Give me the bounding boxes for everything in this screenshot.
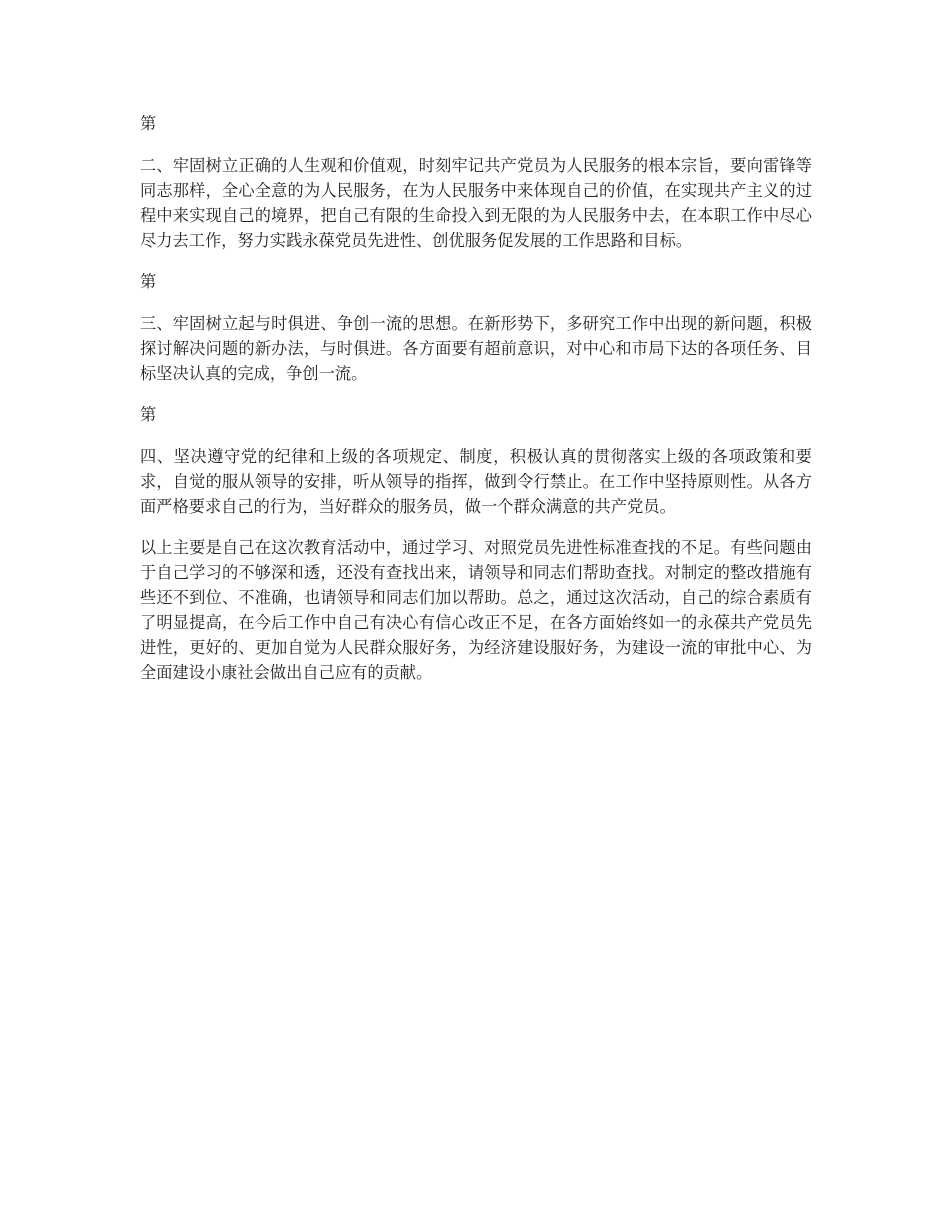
section-four-paragraph: 四、坚决遵守党的纪律和上级的各项规定、制度，积极认真的贯彻落实上级的各项政策和要求，自觉的服从领导的安排，听从领导的指挥，做到令行禁止。在工作中坚持原则性。从各方面严格要求自己的行为，当好群众的服务员，做一个群众满意的共产党员。: [140, 447, 812, 516]
document-body: [140, 111, 812, 701]
section-marker: 第: [140, 272, 157, 291]
section-marker: 第: [140, 114, 157, 133]
section-two-paragraph: 二、牢固树立正确的人生观和价值观，时刻牢记共产党员为人民服务的根本宗旨，要向雷锋等同志那样，全心全意的为人民服务，在为人民服务中来体现自己的价值，在实现共产主义的过程中来实现自己的境界，把自己有限的生命投入到无限的为人民服务中去，在本职工作中尽心尽力去工作，努力实践永葆党员先进性、创优服务促发展的工作思路和目标。: [140, 156, 812, 250]
section-three-paragraph: 三、牢固树立起与时俱进、争创一流的思想。在新形势下，多研究工作中出现的新问题，积极探讨解决问题的新办法，与时俱进。各方面要有超前意识，对中心和市局下达的各项任务、目标坚决认真的完成，争创一流。: [140, 314, 812, 383]
section-marker: 第: [140, 405, 157, 424]
summary-paragraph: 以上主要是自己在这次教育活动中，通过学习、对照党员先进性标准查找的不足。有些问题由于自己学习的不够深和透，还没有查找出来，请领导和同志们帮助查找。对制定的整改措施有些还不到位、不准确，也请领导和同志们加以帮助。总之，通过这次活动，自己的综合素质有了明显提高，在今后工作中自己有决心有信心改正不足，在各方面始终如一的永葆共产党员先进性，更好的、更加自觉为人民群众服好务，为经济建设服好务，为建设一流的审批中心、为全面建设小康社会做出自己应有的贡献。: [140, 538, 812, 682]
